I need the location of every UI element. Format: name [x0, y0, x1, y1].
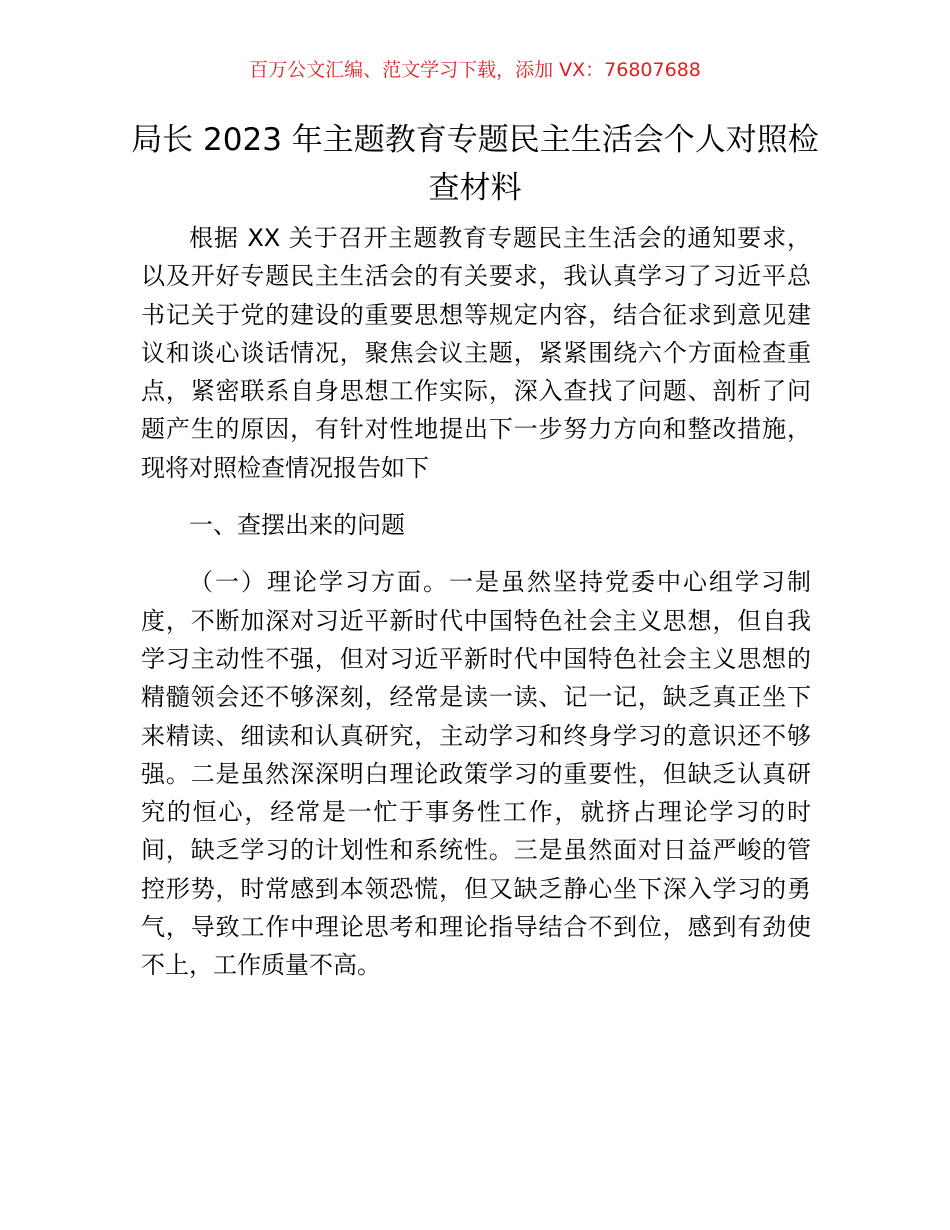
header-note: 百万公文汇编、范文学习下载，添加 VX：76807688 — [249, 59, 701, 81]
intro-paragraph: 根据 XX 关于召开主题教育专题民主生活会的通知要求，以及开好专题民主生活会的有关要求，我认真学习了习近平总书记关于党的建设的重要思想等规定内容，结合征求到意见建议和谈心谈话情况，聚焦会议主题，紧紧围绕六个方面检查重点，紧密联系自身思想工作实际，深入查找了问题、剖析了问题产生的原因，有针对性地提出下一步努力方向和整改措施，现将对照检查情况报告如下 — [141, 224, 811, 482]
section-heading: 一、查摆出来的问题 — [189, 511, 405, 540]
document-body — [141, 219, 811, 985]
theory-study-paragraph: （一）理论学习方面。一是虽然坚持党委中心组学习制度，不断加深对习近平新时代中国特色社会主义思想，但自我学习主动性不强，但对习近平新时代中国特色社会主义思想的精髓领会还不够深刻，经常是读一读、记一记，缺乏真正坐下来精读、细读和认真研究，主动学习和终身学习的意识还不够强。二是虽然深深明白理论政策学习的重要性，但缺乏认真研究的恒心，经常是一忙于事务性工作，就挤占理论学习的时间，缺乏学习的计划性和系统性。三是虽然面对日益严峻的管控形势，时常感到本领恐慌，但又缺乏静心坐下深入学习的勇气，导致工作中理论思考和理论指导结合不到位，感到有劲使不上，工作质量不高。 — [141, 568, 811, 980]
document-title: 局长 2023 年主题教育专题民主生活会个人对照检查材料 — [131, 122, 819, 206]
